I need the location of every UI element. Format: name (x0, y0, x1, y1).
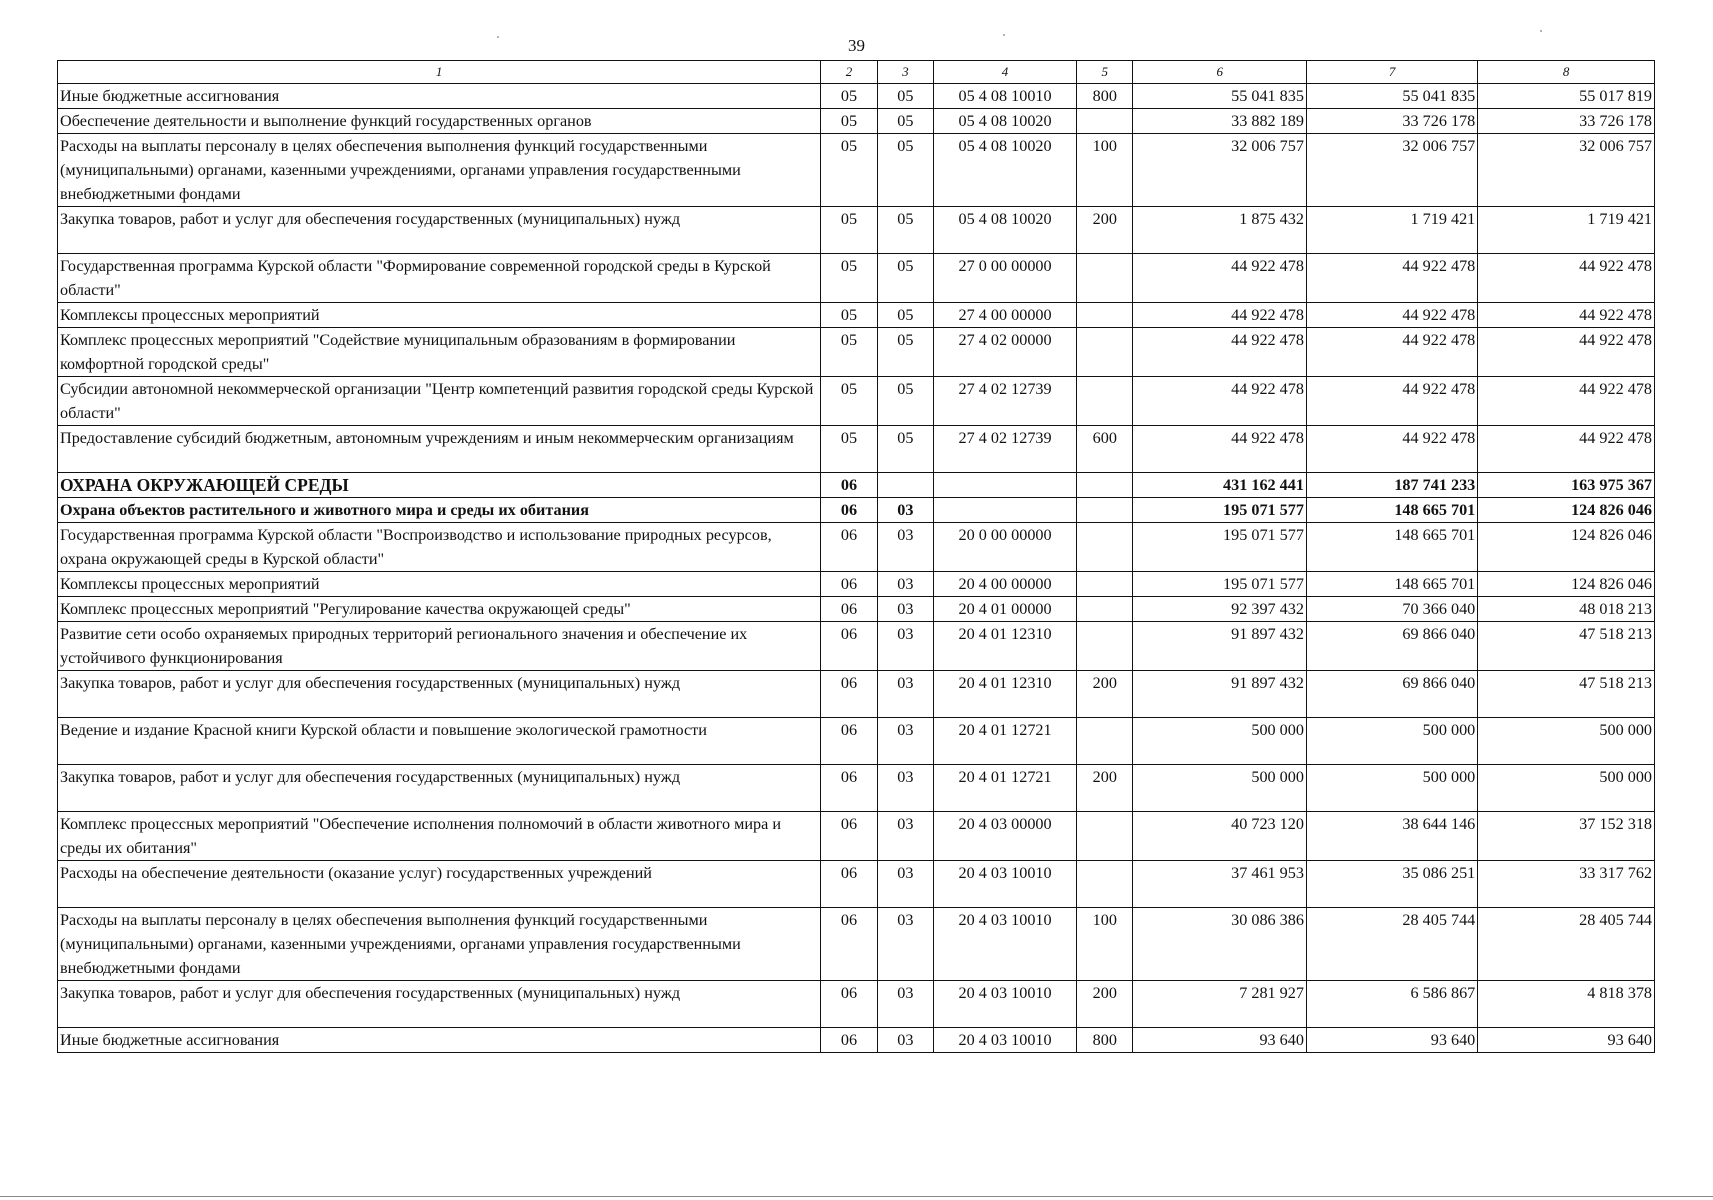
row-amount-year3: 500 000 (1478, 765, 1655, 812)
row-target-article: 27 4 02 12739 (934, 426, 1077, 473)
row-name: Закупка товаров, работ и услуг для обеспечения государственных (муниципальных) нужд (58, 981, 821, 1028)
row-amount-year3: 93 640 (1478, 1028, 1655, 1053)
row-expense-type (1077, 812, 1133, 861)
column-header: 3 (877, 61, 933, 84)
row-name: Иные бюджетные ассигнования (58, 84, 821, 109)
row-target-article: 20 4 03 00000 (934, 812, 1077, 861)
row-amount-year2: 148 665 701 (1306, 572, 1477, 597)
row-amount-year3: 44 922 478 (1478, 426, 1655, 473)
row-name: Расходы на обеспечение деятельности (оказание услуг) государственных учреждений (58, 861, 821, 908)
row-amount-year2: 69 866 040 (1306, 622, 1477, 671)
row-amount-year1: 44 922 478 (1133, 426, 1306, 473)
row-name: Закупка товаров, работ и услуг для обеспечения государственных (муниципальных) нужд (58, 207, 821, 254)
table-row (58, 426, 1655, 473)
row-subsection-code: 05 (877, 377, 933, 426)
table-row (58, 718, 1655, 765)
row-amount-year1: 500 000 (1133, 765, 1306, 812)
row-amount-year2: 32 006 757 (1306, 134, 1477, 207)
row-target-article: 27 4 02 12739 (934, 377, 1077, 426)
table-row (58, 109, 1655, 134)
table-row (58, 134, 1655, 207)
row-target-article: 20 0 00 00000 (934, 523, 1077, 572)
table-row (58, 812, 1655, 861)
table-row (58, 207, 1655, 254)
row-name: Комплекс процессных мероприятий "Регулирование качества окружающей среды" (58, 597, 821, 622)
row-subsection-code: 05 (877, 109, 933, 134)
row-amount-year2: 35 086 251 (1306, 861, 1477, 908)
row-subsection-code: 05 (877, 328, 933, 377)
table-row (58, 1028, 1655, 1053)
row-expense-type: 100 (1077, 134, 1133, 207)
row-amount-year3: 44 922 478 (1478, 377, 1655, 426)
row-amount-year3: 124 826 046 (1478, 572, 1655, 597)
row-section-code: 06 (821, 1028, 877, 1053)
row-amount-year2: 148 665 701 (1306, 523, 1477, 572)
row-subsection-code: 03 (877, 981, 933, 1028)
table-row (58, 572, 1655, 597)
column-header: 4 (934, 61, 1077, 84)
row-section-code: 05 (821, 303, 877, 328)
row-target-article: 20 4 03 10010 (934, 981, 1077, 1028)
row-amount-year1: 44 922 478 (1133, 254, 1306, 303)
row-amount-year3: 47 518 213 (1478, 622, 1655, 671)
table-row (58, 523, 1655, 572)
row-expense-type (1077, 572, 1133, 597)
row-expense-type: 200 (1077, 981, 1133, 1028)
row-amount-year1: 7 281 927 (1133, 981, 1306, 1028)
row-section-code: 06 (821, 981, 877, 1028)
row-section-code: 06 (821, 812, 877, 861)
row-amount-year3: 48 018 213 (1478, 597, 1655, 622)
row-name: Расходы на выплаты персоналу в целях обеспечения выполнения функций государственными (муниципальными) органами, казенными учреждениями, органами управления государственными внебюджетными фондами (58, 134, 821, 207)
table-row (58, 597, 1655, 622)
row-subsection-code: 03 (877, 1028, 933, 1053)
row-amount-year1: 91 897 432 (1133, 671, 1306, 718)
row-amount-year3: 44 922 478 (1478, 328, 1655, 377)
column-header: 7 (1306, 61, 1477, 84)
row-amount-year1: 44 922 478 (1133, 303, 1306, 328)
row-expense-type (1077, 254, 1133, 303)
row-target-article: 05 4 08 10020 (934, 109, 1077, 134)
row-amount-year3: 500 000 (1478, 718, 1655, 765)
row-amount-year3: 33 726 178 (1478, 109, 1655, 134)
row-amount-year1: 44 922 478 (1133, 377, 1306, 426)
scan-speck (497, 36, 499, 38)
row-name: Комплексы процессных мероприятий (58, 303, 821, 328)
row-name: Развитие сети особо охраняемых природных территорий регионального значения и обеспечение их устойчивого функционирования (58, 622, 821, 671)
row-name: Предоставление субсидий бюджетным, автономным учреждениям и иным некоммерческим организациям (58, 426, 821, 473)
column-header: 6 (1133, 61, 1306, 84)
row-expense-type (1077, 523, 1133, 572)
page-number: 39 (848, 36, 865, 55)
row-amount-year3: 28 405 744 (1478, 908, 1655, 981)
row-subsection-code (877, 473, 933, 498)
row-subsection-code: 05 (877, 84, 933, 109)
table-row (58, 303, 1655, 328)
row-amount-year2: 1 719 421 (1306, 207, 1477, 254)
row-amount-year2: 44 922 478 (1306, 426, 1477, 473)
row-expense-type: 200 (1077, 765, 1133, 812)
row-section-code: 05 (821, 426, 877, 473)
scan-edge-line (0, 1196, 1713, 1197)
row-target-article: 20 4 01 12721 (934, 718, 1077, 765)
row-name: ОХРАНА ОКРУЖАЮЩЕЙ СРЕДЫ (58, 473, 821, 498)
table-row (58, 473, 1655, 498)
row-name: Государственная программа Курской области "Формирование современной городской среды в Курской области" (58, 254, 821, 303)
row-target-article: 20 4 01 12310 (934, 622, 1077, 671)
row-subsection-code: 03 (877, 572, 933, 597)
row-target-article: 05 4 08 10010 (934, 84, 1077, 109)
row-name: Комплексы процессных мероприятий (58, 572, 821, 597)
table-row (58, 377, 1655, 426)
table-row (58, 861, 1655, 908)
row-name: Государственная программа Курской области "Воспроизводство и использование природных ресурсов, охрана окружающей среды в Курской области" (58, 523, 821, 572)
row-section-code: 06 (821, 597, 877, 622)
row-amount-year2: 500 000 (1306, 765, 1477, 812)
row-amount-year2: 70 366 040 (1306, 597, 1477, 622)
row-expense-type (1077, 303, 1133, 328)
row-section-code: 06 (821, 718, 877, 765)
row-section-code: 06 (821, 671, 877, 718)
row-amount-year3: 55 017 819 (1478, 84, 1655, 109)
row-subsection-code: 03 (877, 671, 933, 718)
table-row (58, 908, 1655, 981)
table-row (58, 498, 1655, 523)
row-section-code: 05 (821, 328, 877, 377)
row-amount-year2: 44 922 478 (1306, 254, 1477, 303)
row-subsection-code: 03 (877, 523, 933, 572)
row-amount-year3: 47 518 213 (1478, 671, 1655, 718)
row-section-code: 05 (821, 377, 877, 426)
row-subsection-code: 03 (877, 597, 933, 622)
row-amount-year1: 91 897 432 (1133, 622, 1306, 671)
row-amount-year2: 38 644 146 (1306, 812, 1477, 861)
row-expense-type (1077, 718, 1133, 765)
row-amount-year2: 55 041 835 (1306, 84, 1477, 109)
table-row (58, 765, 1655, 812)
column-header: 1 (58, 61, 821, 84)
row-name: Охрана объектов растительного и животного мира и среды их обитания (58, 498, 821, 523)
row-amount-year2: 44 922 478 (1306, 328, 1477, 377)
row-target-article: 27 4 00 00000 (934, 303, 1077, 328)
row-section-code: 06 (821, 473, 877, 498)
row-subsection-code: 05 (877, 303, 933, 328)
row-name: Субсидии автономной некоммерческой организации "Центр компетенций развития городской среды Курской области" (58, 377, 821, 426)
scan-speck (1540, 30, 1542, 32)
row-section-code: 05 (821, 109, 877, 134)
row-expense-type (1077, 109, 1133, 134)
row-expense-type: 200 (1077, 671, 1133, 718)
row-name: Обеспечение деятельности и выполнение функций государственных органов (58, 109, 821, 134)
row-amount-year2: 69 866 040 (1306, 671, 1477, 718)
row-target-article (934, 473, 1077, 498)
row-name: Расходы на выплаты персоналу в целях обеспечения выполнения функций государственными (муниципальными) органами, казенными учреждениями, органами управления государственными внебюджетными фондами (58, 908, 821, 981)
row-subsection-code: 05 (877, 426, 933, 473)
table-row (58, 254, 1655, 303)
row-amount-year2: 28 405 744 (1306, 908, 1477, 981)
row-expense-type: 100 (1077, 908, 1133, 981)
row-amount-year2: 44 922 478 (1306, 303, 1477, 328)
row-target-article: 27 0 00 00000 (934, 254, 1077, 303)
row-section-code: 06 (821, 908, 877, 981)
row-section-code: 06 (821, 498, 877, 523)
row-name: Закупка товаров, работ и услуг для обеспечения государственных (муниципальных) нужд (58, 765, 821, 812)
row-expense-type: 200 (1077, 207, 1133, 254)
row-amount-year1: 500 000 (1133, 718, 1306, 765)
row-expense-type (1077, 597, 1133, 622)
row-subsection-code: 05 (877, 134, 933, 207)
column-header-row (58, 61, 1655, 84)
row-amount-year2: 187 741 233 (1306, 473, 1477, 498)
row-expense-type: 800 (1077, 1028, 1133, 1053)
row-amount-year1: 195 071 577 (1133, 498, 1306, 523)
row-amount-year1: 195 071 577 (1133, 572, 1306, 597)
row-amount-year1: 44 922 478 (1133, 328, 1306, 377)
column-header: 8 (1478, 61, 1655, 84)
row-subsection-code: 03 (877, 908, 933, 981)
row-amount-year1: 92 397 432 (1133, 597, 1306, 622)
row-target-article: 20 4 00 00000 (934, 572, 1077, 597)
budget-table (57, 60, 1655, 1053)
row-amount-year3: 124 826 046 (1478, 498, 1655, 523)
row-amount-year3: 163 975 367 (1478, 473, 1655, 498)
row-target-article: 05 4 08 10020 (934, 134, 1077, 207)
row-amount-year1: 55 041 835 (1133, 84, 1306, 109)
row-expense-type (1077, 622, 1133, 671)
column-header: 5 (1077, 61, 1133, 84)
row-subsection-code: 03 (877, 718, 933, 765)
row-amount-year3: 33 317 762 (1478, 861, 1655, 908)
row-amount-year1: 1 875 432 (1133, 207, 1306, 254)
row-amount-year2: 148 665 701 (1306, 498, 1477, 523)
row-section-code: 06 (821, 861, 877, 908)
row-expense-type: 600 (1077, 426, 1133, 473)
row-section-code: 06 (821, 523, 877, 572)
row-section-code: 05 (821, 134, 877, 207)
row-amount-year3: 124 826 046 (1478, 523, 1655, 572)
row-amount-year2: 33 726 178 (1306, 109, 1477, 134)
row-amount-year1: 93 640 (1133, 1028, 1306, 1053)
row-section-code: 06 (821, 765, 877, 812)
table-row (58, 622, 1655, 671)
row-target-article (934, 498, 1077, 523)
row-expense-type (1077, 861, 1133, 908)
row-expense-type (1077, 473, 1133, 498)
table-row (58, 84, 1655, 109)
row-expense-type (1077, 498, 1133, 523)
row-amount-year3: 1 719 421 (1478, 207, 1655, 254)
row-amount-year1: 30 086 386 (1133, 908, 1306, 981)
row-amount-year3: 44 922 478 (1478, 303, 1655, 328)
row-target-article: 20 4 01 12310 (934, 671, 1077, 718)
row-amount-year2: 44 922 478 (1306, 377, 1477, 426)
row-amount-year1: 32 006 757 (1133, 134, 1306, 207)
row-subsection-code: 05 (877, 207, 933, 254)
row-amount-year1: 37 461 953 (1133, 861, 1306, 908)
row-subsection-code: 03 (877, 765, 933, 812)
table-row (58, 981, 1655, 1028)
row-amount-year1: 33 882 189 (1133, 109, 1306, 134)
row-name: Комплекс процессных мероприятий "Обеспечение исполнения полномочий в области животного мира и среды их обитания" (58, 812, 821, 861)
row-subsection-code: 03 (877, 622, 933, 671)
row-subsection-code: 03 (877, 498, 933, 523)
row-expense-type: 800 (1077, 84, 1133, 109)
row-subsection-code: 03 (877, 812, 933, 861)
row-name: Ведение и издание Красной книги Курской области и повышение экологической грамотности (58, 718, 821, 765)
row-amount-year2: 93 640 (1306, 1028, 1477, 1053)
row-amount-year2: 6 586 867 (1306, 981, 1477, 1028)
row-target-article: 20 4 03 10010 (934, 861, 1077, 908)
row-amount-year2: 500 000 (1306, 718, 1477, 765)
row-expense-type (1077, 328, 1133, 377)
scan-speck (1003, 34, 1005, 36)
row-section-code: 05 (821, 84, 877, 109)
row-section-code: 06 (821, 572, 877, 597)
row-target-article: 27 4 02 00000 (934, 328, 1077, 377)
row-section-code: 05 (821, 254, 877, 303)
row-name: Иные бюджетные ассигнования (58, 1028, 821, 1053)
row-amount-year3: 4 818 378 (1478, 981, 1655, 1028)
row-target-article: 20 4 01 00000 (934, 597, 1077, 622)
row-target-article: 20 4 01 12721 (934, 765, 1077, 812)
row-target-article: 05 4 08 10020 (934, 207, 1077, 254)
row-amount-year3: 37 152 318 (1478, 812, 1655, 861)
row-amount-year1: 195 071 577 (1133, 523, 1306, 572)
column-header: 2 (821, 61, 877, 84)
table-row (58, 328, 1655, 377)
row-amount-year3: 44 922 478 (1478, 254, 1655, 303)
row-target-article: 20 4 03 10010 (934, 1028, 1077, 1053)
row-section-code: 05 (821, 207, 877, 254)
row-amount-year1: 40 723 120 (1133, 812, 1306, 861)
table-row (58, 671, 1655, 718)
row-expense-type (1077, 377, 1133, 426)
row-amount-year3: 32 006 757 (1478, 134, 1655, 207)
row-target-article: 20 4 03 10010 (934, 908, 1077, 981)
row-name: Закупка товаров, работ и услуг для обеспечения государственных (муниципальных) нужд (58, 671, 821, 718)
row-name: Комплекс процессных мероприятий "Содействие муниципальным образованиям в формировании комфортной городской среды" (58, 328, 821, 377)
row-subsection-code: 05 (877, 254, 933, 303)
row-section-code: 06 (821, 622, 877, 671)
row-amount-year1: 431 162 441 (1133, 473, 1306, 498)
row-subsection-code: 03 (877, 861, 933, 908)
